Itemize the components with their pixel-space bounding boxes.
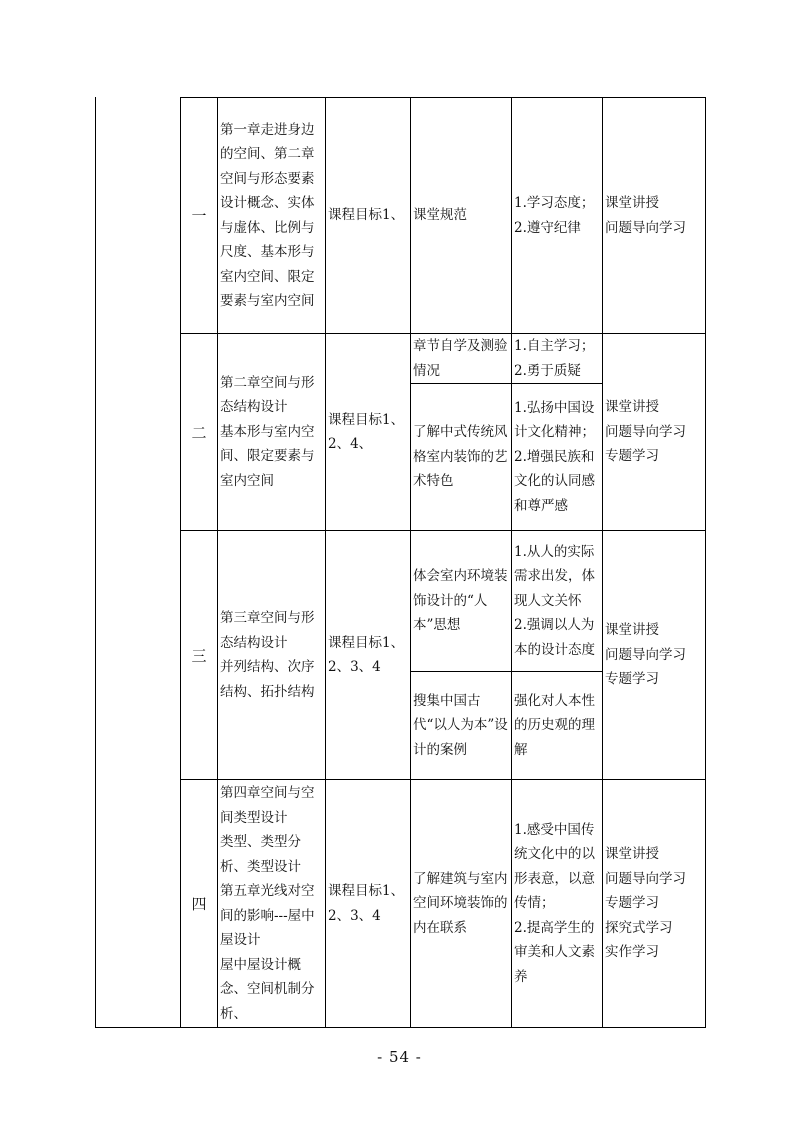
row-quality bbox=[511, 98, 602, 333]
row-goal bbox=[325, 531, 410, 779]
row-quality bbox=[511, 384, 602, 530]
row-number: 四 bbox=[191, 895, 207, 913]
row-number: 二 bbox=[191, 423, 207, 442]
row-point bbox=[410, 672, 511, 779]
point-text: 搜集中国古代“以人为本”设计的案例 bbox=[413, 692, 508, 758]
row-point bbox=[410, 384, 511, 530]
grid-line bbox=[95, 1027, 706, 1028]
quality-text: 强化对人本性的历史观的理解 bbox=[514, 692, 595, 758]
row-goal bbox=[325, 98, 410, 333]
row-point bbox=[410, 780, 511, 1027]
row-content bbox=[217, 98, 325, 333]
point-text: 体会室内环境装饰设计的“人本”思想 bbox=[413, 568, 508, 634]
goal-text: 课程目标1、2、3、4 bbox=[328, 883, 405, 924]
grid-line bbox=[705, 97, 706, 1028]
row-method bbox=[602, 531, 705, 779]
row-content bbox=[217, 334, 325, 530]
row-quality bbox=[511, 531, 602, 671]
quality-text: 1.自主学习； 2.勇于质疑 bbox=[514, 338, 595, 379]
row-quality bbox=[511, 672, 602, 779]
method-text: 课堂讲授 问题导向学习 bbox=[605, 195, 686, 236]
row-method bbox=[602, 334, 705, 530]
row-method bbox=[602, 98, 705, 333]
row-quality bbox=[511, 780, 602, 1027]
point-text: 了解建筑与室内空间环境装饰的内在联系 bbox=[413, 870, 508, 936]
goal-text: 课程目标1、 bbox=[328, 207, 405, 224]
quality-text: 1.感受中国传统文化中的以形表意，以意传情； 2.提高学生的审美和人文素养 bbox=[514, 821, 595, 985]
point-text: 课堂规范 bbox=[413, 207, 467, 224]
method-text: 课堂讲授 问题导向学习 专题学习 bbox=[605, 622, 686, 688]
content-text: 第四章空间与空间类型设计 类型、类型分析、类型设计 第五章光线对空间的影响---屋中屋设计 屋中屋设计概念、空间机制分析、 bbox=[220, 785, 315, 1022]
quality-text: 1.从人的实际需求出发，体现人文关怀 2.强调以人为本的设计态度 bbox=[514, 543, 595, 658]
row-method bbox=[602, 780, 705, 1027]
row-content bbox=[217, 531, 325, 779]
method-text: 课堂讲授 问题导向学习 专题学习 探究式学习 实作学习 bbox=[605, 846, 686, 961]
row-content bbox=[217, 780, 325, 1027]
row-number: 三 bbox=[191, 646, 207, 665]
content-text: 第二章空间与形态结构设计 基本形与室内空间、限定要素与室内空间 bbox=[220, 374, 315, 489]
point-text: 章节自学及测验情况 bbox=[413, 338, 508, 379]
row-goal bbox=[325, 334, 410, 530]
content-text: 第一章走进身边的空间、第二章空间与形态要素设计概念、实体与虚体、比例与尺度、基本形与室内空间、限定要素与室内空间 bbox=[220, 121, 315, 309]
quality-text: 1.弘扬中国设计文化精神；2.增强民族和文化的认同感和尊严感 bbox=[514, 399, 595, 514]
row-point bbox=[410, 98, 511, 333]
row-point bbox=[410, 334, 511, 383]
point-text: 了解中式传统风格室内装饰的艺术特色 bbox=[413, 424, 508, 490]
goal-text: 课程目标1、2、4、 bbox=[328, 411, 405, 452]
method-text: 课堂讲授 问题导向学习 专题学习 bbox=[605, 399, 686, 465]
quality-text: 1.学习态度； 2.遵守纪律 bbox=[514, 195, 595, 236]
goal-text: 课程目标1、2、3、4 bbox=[328, 634, 405, 675]
row-quality bbox=[511, 334, 602, 383]
grid-line bbox=[95, 97, 96, 1028]
row-number: 一 bbox=[191, 207, 207, 225]
row-goal bbox=[325, 780, 410, 1027]
content-text: 第三章空间与形态结构设计 并列结构、次序结构、拓扑结构 bbox=[220, 610, 315, 700]
row-point bbox=[410, 531, 511, 671]
page-number: - 54 - bbox=[377, 1048, 422, 1066]
